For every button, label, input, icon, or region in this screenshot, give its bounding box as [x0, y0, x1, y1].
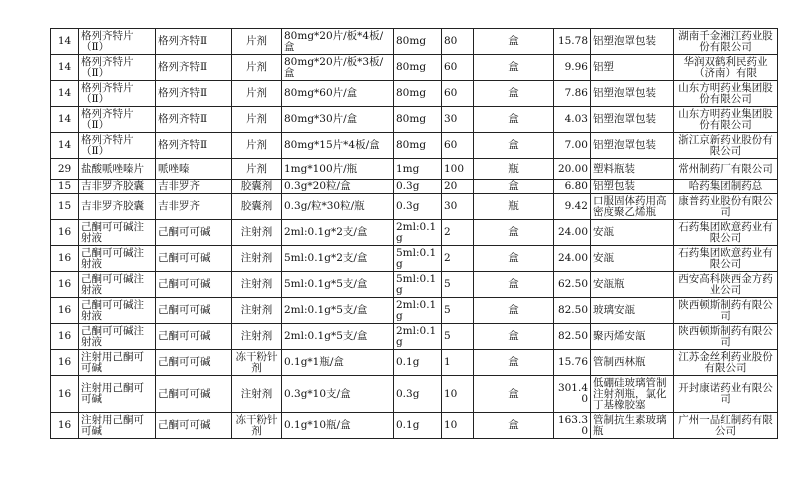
- cell-dosage-form: 注射剂: [232, 298, 282, 324]
- table-row: [51, 272, 778, 298]
- cell-specification: 0.1g*10瓶/盒: [282, 413, 394, 439]
- cell-price: 24.00: [554, 246, 591, 272]
- cell-price: 7.00: [554, 133, 591, 159]
- cell-packaging: 管制抗生素玻璃瓶: [591, 413, 674, 439]
- cell-packaging: 铝塑: [591, 55, 674, 81]
- cell-row-number: 16: [51, 350, 79, 376]
- cell-price: 15.76: [554, 350, 591, 376]
- cell-quantity: 100: [442, 159, 474, 180]
- cell-unit: 盒: [474, 272, 554, 298]
- table-row: [51, 180, 778, 194]
- cell-specification: 80mg*30片/盒: [282, 107, 394, 133]
- cell-manufacturer: 广州一品红制药有限公司: [674, 413, 778, 439]
- cell-specification: 0.3g/粒*30粒/瓶: [282, 194, 394, 220]
- cell-quantity: 5: [442, 324, 474, 350]
- cell-quantity: 60: [442, 55, 474, 81]
- cell-dosage-form: 片剂: [232, 55, 282, 81]
- cell-generic-name: 己酮可可碱注射液: [79, 220, 156, 246]
- cell-unit: 盒: [474, 376, 554, 413]
- cell-unit: 盒: [474, 29, 554, 55]
- cell-manufacturer: 哈药集团制药总: [674, 180, 778, 194]
- cell-drug-name: 己酮可可碱: [156, 350, 232, 376]
- cell-quantity: 30: [442, 194, 474, 220]
- cell-dosage-form: 注射剂: [232, 376, 282, 413]
- cell-drug-name: 格列齐特Ⅱ: [156, 107, 232, 133]
- cell-quantity: 5: [442, 298, 474, 324]
- cell-unit: 瓶: [474, 159, 554, 180]
- cell-dosage-form: 冻干粉针剂: [232, 350, 282, 376]
- cell-dosage-form: 注射剂: [232, 220, 282, 246]
- cell-drug-name: 己酮可可碱: [156, 413, 232, 439]
- cell-unit: 盒: [474, 350, 554, 376]
- cell-dosage-form: 片剂: [232, 159, 282, 180]
- cell-dose: 80mg: [394, 133, 442, 159]
- cell-drug-name: 格列齐特Ⅱ: [156, 81, 232, 107]
- cell-manufacturer: 华润双鹤利民药业（济南）有限: [674, 55, 778, 81]
- cell-row-number: 15: [51, 194, 79, 220]
- cell-unit: 盒: [474, 413, 554, 439]
- cell-drug-name: 己酮可可碱: [156, 220, 232, 246]
- cell-row-number: 15: [51, 180, 79, 194]
- cell-price: 24.00: [554, 220, 591, 246]
- cell-drug-name: 格列齐特Ⅱ: [156, 133, 232, 159]
- cell-quantity: 30: [442, 107, 474, 133]
- cell-generic-name: 格列齐特片（Ⅱ）: [79, 107, 156, 133]
- cell-generic-name: 格列齐特片（Ⅱ）: [79, 55, 156, 81]
- table-row: [51, 55, 778, 81]
- cell-quantity: 1: [442, 350, 474, 376]
- cell-price: 9.42: [554, 194, 591, 220]
- cell-packaging: 铝塑泡罩包装: [591, 133, 674, 159]
- cell-generic-name: 格列齐特片（Ⅱ）: [79, 81, 156, 107]
- cell-generic-name: 注射用己酮可可碱: [79, 413, 156, 439]
- cell-row-number: 16: [51, 272, 79, 298]
- cell-dose: 5ml:0.1g: [394, 246, 442, 272]
- cell-row-number: 14: [51, 81, 79, 107]
- cell-dose: 5ml:0.1g: [394, 272, 442, 298]
- cell-specification: 2ml:0.1g*5支/盒: [282, 324, 394, 350]
- cell-unit: 盒: [474, 298, 554, 324]
- cell-dose: 0.3g: [394, 376, 442, 413]
- cell-dose: 2ml:0.1g: [394, 324, 442, 350]
- cell-packaging: 安瓿: [591, 246, 674, 272]
- cell-dose: 0.3g: [394, 194, 442, 220]
- cell-generic-name: 注射用己酮可可碱: [79, 350, 156, 376]
- cell-packaging: 安瓿瓶: [591, 272, 674, 298]
- cell-packaging: 管制西林瓶: [591, 350, 674, 376]
- cell-unit: 盒: [474, 246, 554, 272]
- cell-drug-name: 格列齐特Ⅱ: [156, 55, 232, 81]
- cell-dosage-form: 片剂: [232, 81, 282, 107]
- cell-row-number: 16: [51, 324, 79, 350]
- cell-drug-name: 吉非罗齐: [156, 194, 232, 220]
- cell-price: 163.30: [554, 413, 591, 439]
- cell-dose: 80mg: [394, 29, 442, 55]
- cell-price: 20.00: [554, 159, 591, 180]
- cell-quantity: 80: [442, 29, 474, 55]
- cell-packaging: 铝塑泡罩包装: [591, 107, 674, 133]
- cell-drug-name: 吉非罗齐: [156, 180, 232, 194]
- cell-specification: 0.3g*10支/盒: [282, 376, 394, 413]
- cell-manufacturer: 陕西顿斯制药有限公司: [674, 324, 778, 350]
- table-row: [51, 159, 778, 180]
- cell-drug-name: 己酮可可碱: [156, 272, 232, 298]
- cell-unit: 盒: [474, 55, 554, 81]
- cell-quantity: 2: [442, 220, 474, 246]
- cell-price: 15.78: [554, 29, 591, 55]
- table-row: [51, 220, 778, 246]
- cell-manufacturer: 西安高科陕西金方药业公司: [674, 272, 778, 298]
- cell-dosage-form: 片剂: [232, 133, 282, 159]
- cell-row-number: 16: [51, 220, 79, 246]
- cell-manufacturer: 山东方明药业集团股份有限公司: [674, 107, 778, 133]
- cell-generic-name: 注射用己酮可可碱: [79, 376, 156, 413]
- table-row: [51, 413, 778, 439]
- cell-row-number: 16: [51, 298, 79, 324]
- cell-packaging: 低硼硅玻璃管制注射剂瓶，氯化丁基橡胶塞: [591, 376, 674, 413]
- cell-dose: 0.1g: [394, 413, 442, 439]
- cell-dose: 1mg: [394, 159, 442, 180]
- cell-dosage-form: 片剂: [232, 29, 282, 55]
- cell-quantity: 10: [442, 413, 474, 439]
- cell-unit: 盒: [474, 133, 554, 159]
- cell-dose: 2ml:0.1g: [394, 220, 442, 246]
- cell-price: 6.80: [554, 180, 591, 194]
- cell-quantity: 5: [442, 272, 474, 298]
- table-row: [51, 376, 778, 413]
- cell-unit: 瓶: [474, 194, 554, 220]
- table-row: [51, 298, 778, 324]
- cell-dose: 80mg: [394, 81, 442, 107]
- cell-drug-name: 哌唑嗪: [156, 159, 232, 180]
- cell-row-number: 29: [51, 159, 79, 180]
- cell-price: 82.50: [554, 324, 591, 350]
- cell-generic-name: 吉非罗齐胶囊: [79, 180, 156, 194]
- cell-generic-name: 盐酸哌唑嗪片: [79, 159, 156, 180]
- cell-unit: 盒: [474, 107, 554, 133]
- cell-dose: 0.1g: [394, 350, 442, 376]
- cell-generic-name: 己酮可可碱注射液: [79, 246, 156, 272]
- cell-price: 62.50: [554, 272, 591, 298]
- cell-price: 9.96: [554, 55, 591, 81]
- cell-quantity: 60: [442, 133, 474, 159]
- cell-row-number: 16: [51, 246, 79, 272]
- cell-packaging: 玻璃安瓿: [591, 298, 674, 324]
- cell-manufacturer: 石药集团欧意药业有限公司: [674, 246, 778, 272]
- cell-dose: 0.3g: [394, 180, 442, 194]
- cell-packaging: 聚丙烯安瓿: [591, 324, 674, 350]
- cell-dosage-form: 注射剂: [232, 272, 282, 298]
- cell-drug-name: 己酮可可碱: [156, 376, 232, 413]
- cell-packaging: 铝塑泡罩包装: [591, 29, 674, 55]
- cell-manufacturer: 浙江京新药业股份有限公司: [674, 133, 778, 159]
- cell-packaging: 塑料瓶装: [591, 159, 674, 180]
- cell-manufacturer: 石药集团欧意药业有限公司: [674, 220, 778, 246]
- table-row: [51, 81, 778, 107]
- cell-generic-name: 吉非罗齐胶囊: [79, 194, 156, 220]
- cell-drug-name: 己酮可可碱: [156, 298, 232, 324]
- cell-price: 301.40: [554, 376, 591, 413]
- cell-packaging: 铝塑泡罩包装: [591, 81, 674, 107]
- cell-specification: 0.1g*1瓶/盒: [282, 350, 394, 376]
- table-row: [51, 324, 778, 350]
- cell-specification: 0.3g*20粒/盒: [282, 180, 394, 194]
- cell-quantity: 10: [442, 376, 474, 413]
- cell-price: 7.86: [554, 81, 591, 107]
- cell-specification: 80mg*20片/板*3板/盒: [282, 55, 394, 81]
- cell-manufacturer: 常州制药厂有限公司: [674, 159, 778, 180]
- cell-manufacturer: 山东方明药业集团股份有限公司: [674, 81, 778, 107]
- cell-dosage-form: 片剂: [232, 107, 282, 133]
- cell-row-number: 16: [51, 413, 79, 439]
- cell-dose: 80mg: [394, 107, 442, 133]
- cell-price: 4.03: [554, 107, 591, 133]
- cell-specification: 80mg*15片*4板/盒: [282, 133, 394, 159]
- cell-specification: 5ml:0.1g*2支/盒: [282, 246, 394, 272]
- cell-manufacturer: 陕西顿斯制药有限公司: [674, 298, 778, 324]
- cell-dosage-form: 注射剂: [232, 324, 282, 350]
- cell-price: 82.50: [554, 298, 591, 324]
- cell-dose: 2ml:0.1g: [394, 298, 442, 324]
- cell-generic-name: 己酮可可碱注射液: [79, 272, 156, 298]
- cell-drug-name: 己酮可可碱: [156, 246, 232, 272]
- cell-generic-name: 格列齐特片（Ⅱ）: [79, 29, 156, 55]
- cell-row-number: 14: [51, 133, 79, 159]
- cell-unit: 盒: [474, 180, 554, 194]
- cell-row-number: 16: [51, 376, 79, 413]
- cell-unit: 盒: [474, 81, 554, 107]
- table-row: [51, 350, 778, 376]
- cell-unit: 盒: [474, 324, 554, 350]
- cell-manufacturer: 康普药业股份有限公司: [674, 194, 778, 220]
- table-row: [51, 194, 778, 220]
- cell-generic-name: 格列齐特片（Ⅱ）: [79, 133, 156, 159]
- cell-quantity: 20: [442, 180, 474, 194]
- cell-drug-name: 己酮可可碱: [156, 324, 232, 350]
- table-row: [51, 29, 778, 55]
- cell-specification: 2ml:0.1g*2支/盒: [282, 220, 394, 246]
- cell-packaging: 安瓿: [591, 220, 674, 246]
- table-row: [51, 107, 778, 133]
- cell-packaging: 铝塑包装: [591, 180, 674, 194]
- cell-generic-name: 己酮可可碱注射液: [79, 324, 156, 350]
- table-row: [51, 133, 778, 159]
- table-body: [51, 29, 778, 439]
- cell-dosage-form: 胶囊剂: [232, 180, 282, 194]
- cell-dosage-form: 注射剂: [232, 246, 282, 272]
- cell-manufacturer: 开封康诺药业有限公司: [674, 376, 778, 413]
- cell-manufacturer: 湖南千金湘江药业股份有限公司: [674, 29, 778, 55]
- cell-row-number: 14: [51, 29, 79, 55]
- cell-specification: 80mg*20片/板*4板/盒: [282, 29, 394, 55]
- drug-price-table: [50, 28, 778, 439]
- cell-manufacturer: 江苏金丝利药业股份有限公司: [674, 350, 778, 376]
- cell-packaging: 口服固体药用高密度聚乙烯瓶: [591, 194, 674, 220]
- cell-dosage-form: 冻干粉针剂: [232, 413, 282, 439]
- cell-generic-name: 己酮可可碱注射液: [79, 298, 156, 324]
- cell-dosage-form: 胶囊剂: [232, 194, 282, 220]
- cell-unit: 盒: [474, 220, 554, 246]
- cell-quantity: 60: [442, 81, 474, 107]
- table-row: [51, 246, 778, 272]
- cell-dose: 80mg: [394, 55, 442, 81]
- cell-row-number: 14: [51, 55, 79, 81]
- cell-specification: 2ml:0.1g*5支/盒: [282, 298, 394, 324]
- cell-drug-name: 格列齐特Ⅱ: [156, 29, 232, 55]
- cell-row-number: 14: [51, 107, 79, 133]
- cell-quantity: 2: [442, 246, 474, 272]
- cell-specification: 80mg*60片/盒: [282, 81, 394, 107]
- cell-specification: 5ml:0.1g*5支/盒: [282, 272, 394, 298]
- cell-specification: 1mg*100片/瓶: [282, 159, 394, 180]
